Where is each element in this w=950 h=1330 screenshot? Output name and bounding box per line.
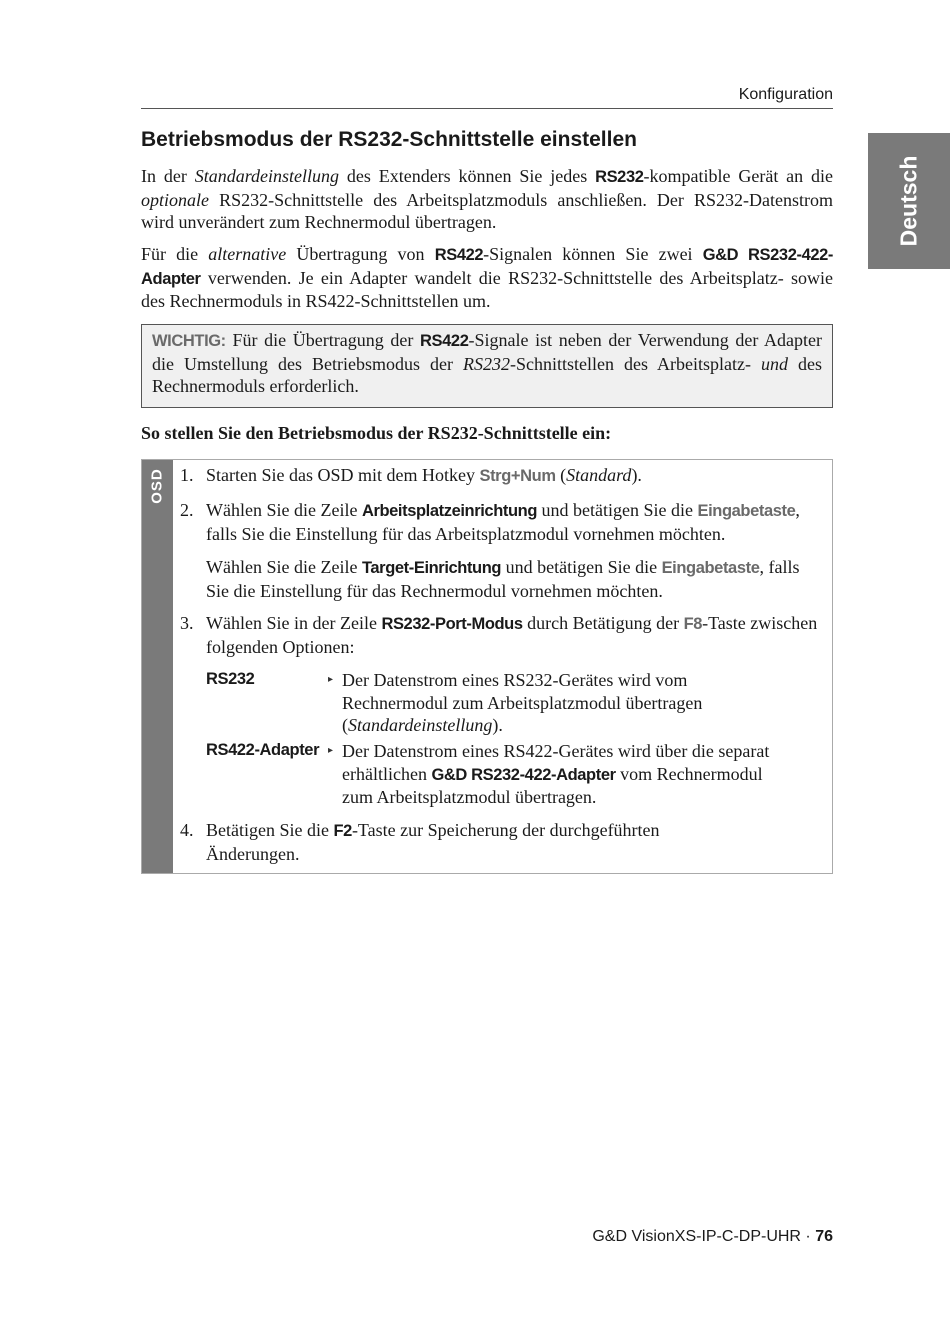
triangle-bullet-icon: ▸ bbox=[328, 674, 334, 685]
option-label: RS422-Adapter bbox=[206, 741, 320, 759]
osd-side-bar bbox=[142, 460, 173, 873]
page-footer bbox=[400, 1228, 833, 1246]
language-tab bbox=[868, 133, 950, 269]
section-title: Betriebsmodus der RS232-Schnittstelle einstellen bbox=[141, 128, 637, 151]
osd-steps-box: OSD 1. Starten Sie das OSD mit dem Hotkey Strg+Num (Standard). 2. Wählen Sie die Zeile Arbeitsplatzeinrichtung und betätigen Sie die Eingabetaste, falls Sie die Einstellung für das Arbeitsplatzmodul vornehmen möchten. Wählen Sie die Zeile Target-Einrichtung und betätigen Sie die Eingabetaste, falls Sie die Einstellung für das Rechnermodul vornehmen möchten. 3. Wählen Sie in der Zeile RS232-Port-Modus durch Betätigung der F8-Taste zwischen folgenden Optionen: RS232 ▸ Der Datenstrom eines RS232-Gerätes wird vom Rechnermodul zum Arbeitsplatzmodul übertragen (Standardeinstellung). RS422-Adapter ▸ Der Datenstrom eines RS422-Gerätes wird über die separat erhältlichen G&D RS232-422-Adapter vom Rechnermodul zum Arbeitsplatzmodul übertragen. 4. Betätigen Sie die F2-Taste zur Speicherung der durchgeführten Änderungen. bbox=[141, 459, 833, 874]
footer-product: G&D VisionXS-IP-C-DP-UHR · bbox=[592, 1228, 816, 1245]
osd-side-label: OSD bbox=[148, 468, 166, 504]
option-label: RS232 bbox=[206, 670, 255, 688]
running-title: Konfiguration bbox=[738, 86, 833, 103]
alternative-paragraph: Für die alternative Übertragung von RS422-Signalen können Sie zwei G&D RS232-422-Adapter verwenden. Je ein Adapter wandelt die RS232-Schnittstelle des Arbeitsplatz- sowie des Rechnermoduls in RS422-Schnittstellen um. bbox=[141, 244, 833, 311]
procedure-heading: So stellen Sie den Betriebsmodus der RS232-Schnittstelle ein: bbox=[141, 423, 612, 443]
intro-paragraph: In der Standardeinstellung des Extenders können Sie jedes RS232-kompatible Gerät an die optionale RS232-Schnittstelle des Arbeitsplatzmoduls anschließen. Der RS232-Datenstrom wird unverändert zum Rechnermodul übertragen. bbox=[141, 166, 833, 232]
page-number: 76 bbox=[815, 1228, 833, 1245]
running-header bbox=[141, 86, 833, 109]
option-description: Der Datenstrom eines RS422-Gerätes wird über die separat erhältlichen G&D RS232-422-Adapter vom Rechnermodul zum Arbeitsplatzmodul übertragen. bbox=[342, 741, 770, 807]
language-tab-label: Deutsch bbox=[895, 155, 922, 247]
important-note: WICHTIG: Für die Übertragung der RS422-Signale ist neben der Verwendung der Adapter die Umstellung des Betriebsmodus der RS232-Schnittstellen des Arbeitsplatz- und des Rechnermoduls erforderlich. bbox=[141, 324, 833, 408]
triangle-bullet-icon: ▸ bbox=[328, 745, 334, 756]
note-label: WICHTIG: bbox=[152, 332, 226, 350]
option-description: Der Datenstrom eines RS232-Gerätes wird vom Rechnermodul zum Arbeitsplatzmodul übertragen (Standardeinstellung). bbox=[342, 670, 703, 735]
